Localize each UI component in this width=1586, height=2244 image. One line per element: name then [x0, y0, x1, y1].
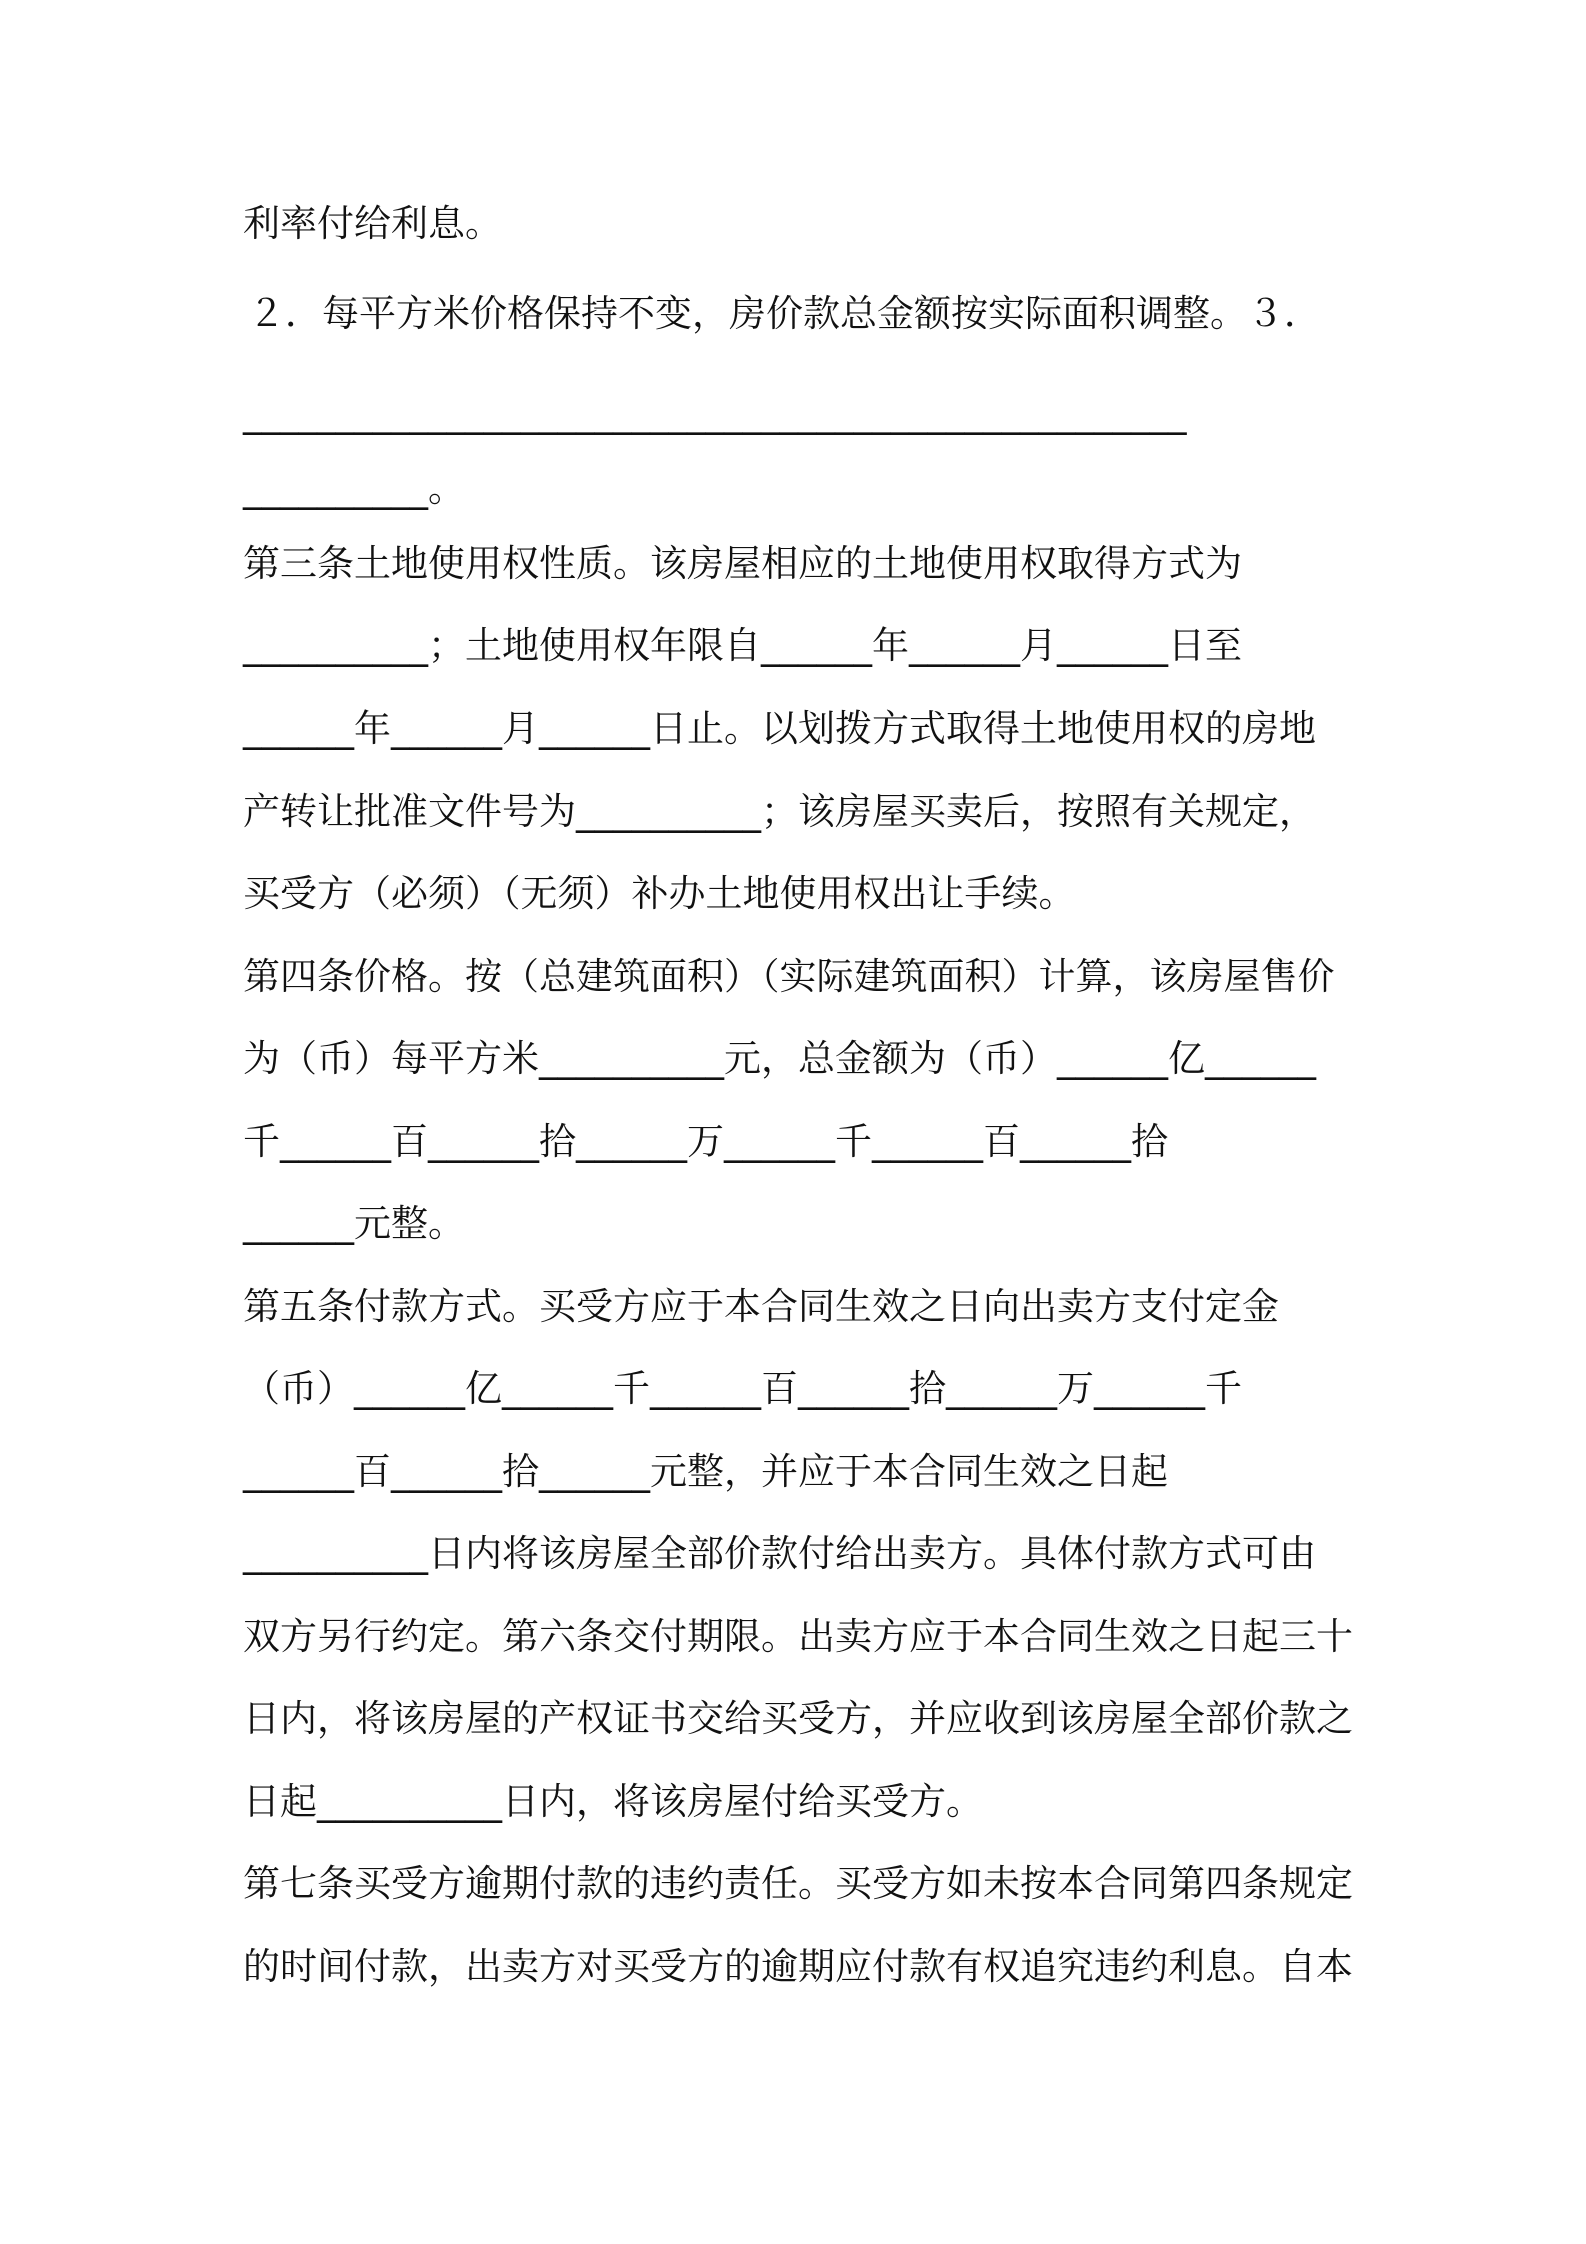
blank-line: ___________________________________________________	[243, 392, 1187, 435]
article-7-heading: 第七条买受方逾期付款的违约责任。买受方如未按本合同第四条规定	[243, 1862, 1353, 1905]
text-line: ______百______拾______元整，并应于本合同生效之日起	[243, 1450, 1168, 1493]
text-line: ______元整。	[243, 1202, 465, 1245]
text-line: （币）______亿______千______百______拾______万______千	[243, 1367, 1242, 1410]
blank-line: __________。	[243, 467, 465, 510]
text-line: ２．每平方米价格保持不变，房价款总金额按实际面积调整。３．	[248, 292, 1321, 335]
text-line: 利率付给利息。	[243, 202, 502, 245]
text-line: 千______百______拾______万______千______百______拾	[243, 1120, 1168, 1163]
article-3-heading: 第三条土地使用权性质。该房屋相应的土地使用权取得方式为	[243, 542, 1242, 585]
text-line: 为（币）每平方米__________元，总金额为（币）______亿______	[243, 1037, 1316, 1080]
text-line: 日起__________日内，将该房屋付给买受方。	[243, 1780, 983, 1823]
text-line: ______年______月______日止。以划拨方式取得土地使用权的房地	[243, 707, 1316, 750]
text-line: __________；土地使用权年限自______年______月______日至	[243, 624, 1242, 667]
text-line: __________日内将该房屋全部价款付给出卖方。具体付款方式可由	[243, 1532, 1316, 1575]
text-line: 双方另行约定。第六条交付期限。出卖方应于本合同生效之日起三十	[243, 1615, 1353, 1658]
text-line: 产转让批准文件号为__________；该房屋买卖后，按照有关规定，	[243, 790, 1316, 833]
article-5-heading: 第五条付款方式。买受方应于本合同生效之日向出卖方支付定金	[243, 1285, 1279, 1328]
text-line: 的时间付款，出卖方对买受方的逾期应付款有权追究违约利息。自本	[243, 1945, 1353, 1988]
text-line: 买受方（必须）（无须）补办土地使用权出让手续。	[243, 872, 1076, 915]
article-4-heading: 第四条价格。按（总建筑面积）（实际建筑面积）计算，该房屋售价	[243, 955, 1335, 998]
text-line: 日内，将该房屋的产权证书交给买受方，并应收到该房屋全部价款之	[243, 1697, 1353, 1740]
